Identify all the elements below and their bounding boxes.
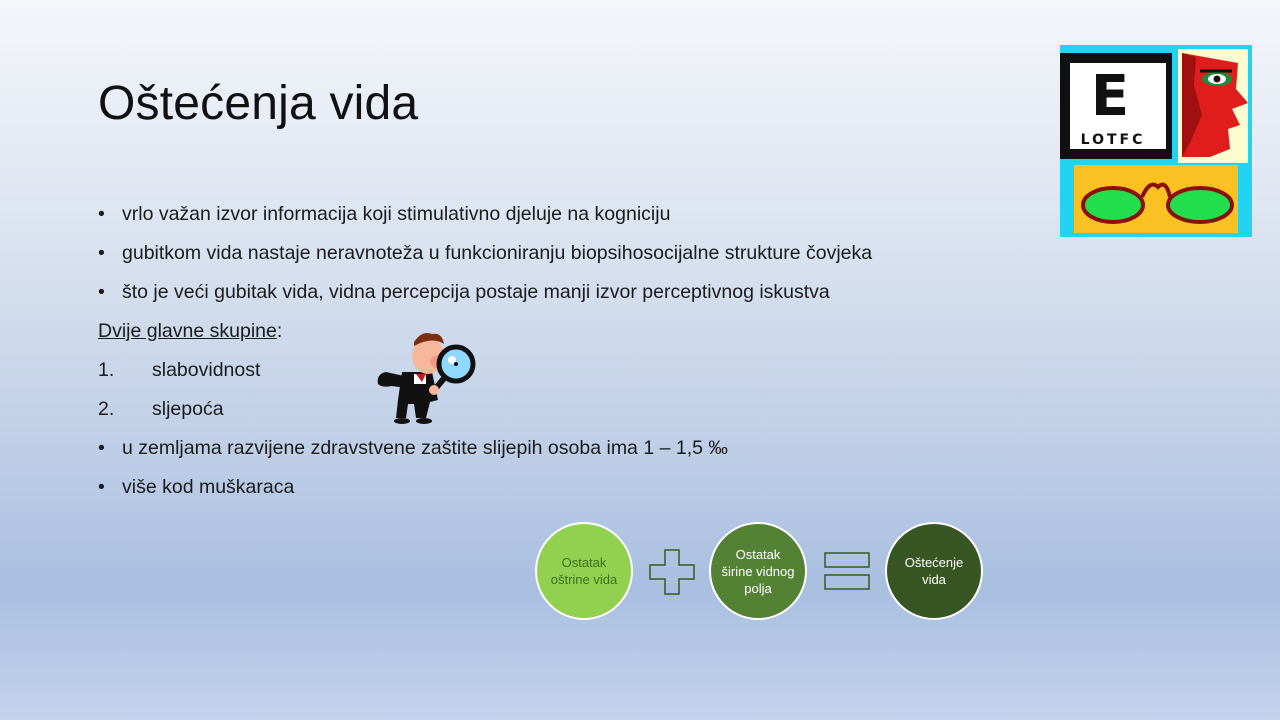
groups-heading-line — [98, 312, 1038, 351]
detective-magnifier-icon — [372, 328, 482, 424]
slide-title: Oštećenja vida — [98, 77, 419, 130]
bullet-text: što je veći gubitak vida, vidna percepcija postaje manji izvor perceptivnog iskustva — [122, 281, 830, 303]
item-number: 1. — [98, 359, 115, 381]
equals-icon — [824, 552, 870, 592]
slide-content — [98, 195, 1038, 507]
eye-chart-logo — [1060, 45, 1252, 237]
numbered-item — [98, 390, 1038, 429]
bullet-item — [98, 234, 1038, 273]
logo-text: LOTFC — [1080, 132, 1146, 148]
bullet-item — [98, 468, 1038, 507]
bullet-item — [98, 195, 1038, 234]
groups-heading-colon: : — [276, 320, 283, 342]
bullet-marker: • — [98, 242, 105, 264]
item-text: sljepoća — [152, 398, 224, 420]
diagram-circle-result — [885, 522, 983, 620]
diagram-circle-label: Ostatak širine vidnog polja — [721, 546, 795, 596]
bullet-text: gubitkom vida nastaje neravnoteža u funkcioniranju biopsihosocijalne strukture čovjeka — [122, 242, 873, 264]
numbered-item — [98, 351, 1038, 390]
item-number: 2. — [98, 398, 115, 420]
bullet-marker: • — [98, 281, 105, 303]
diagram-circle-acuity — [535, 522, 633, 620]
bullet-text: vrlo važan izvor informacija koji stimulativno djeluje na kogniciju — [122, 203, 671, 225]
diagram-circle-label: Ostatak oštrine vida — [550, 555, 618, 587]
groups-heading: Dvije glavne skupine — [98, 320, 277, 342]
bullet-marker: • — [98, 437, 105, 459]
plus-icon — [649, 549, 695, 595]
bullet-marker: • — [98, 203, 105, 225]
bullet-text: više kod muškaraca — [122, 476, 295, 498]
item-text: slabovidnost — [152, 359, 261, 381]
logo-letter: E — [1090, 64, 1130, 129]
diagram-circle-label: Oštećenje vida — [904, 555, 964, 587]
bullet-item — [98, 429, 1038, 468]
diagram-circle-field — [709, 522, 807, 620]
bullet-text: u zemljama razvijene zdravstvene zaštite slijepih osoba ima 1 – 1,5 ‰ — [122, 437, 728, 459]
bullet-marker: • — [98, 476, 105, 498]
bullet-item — [98, 273, 1038, 312]
